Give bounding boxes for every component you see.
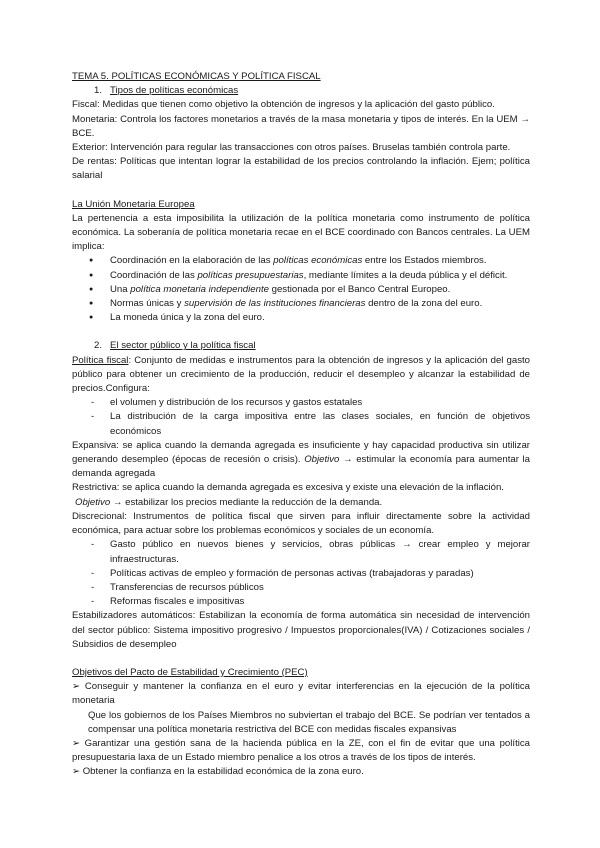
rentas-definition: De rentas: Políticas que intentan lograr la estabilidad de los precios controlando la inflación. Ejem; política salarial bbox=[72, 156, 530, 182]
uem-list bbox=[72, 254, 530, 325]
estabilizadores-definition: Estabilizadores automáticos: Estabilizan la economía de forma automática sin necesidad de intervención del sector público: Sistema impositivo progresivo / Impuestos proporcionales(IVA) / Cotizaciones sociales / Subsidios de desempleo bbox=[72, 610, 530, 650]
fiscal-definition: Fiscal: Medidas que tienen como objetivo la obtención de ingresos y la aplicación del gasto público. bbox=[72, 99, 495, 111]
document-title: TEMA 5. POLÍTICAS ECONÓMICAS Y POLÍTICA FISCAL bbox=[72, 71, 321, 82]
politica-fiscal-definition: Política fiscal: Conjunto de medidas e instrumentos para la obtención de ingresos y la aplicación del gasto público para obtener un crecimiento de la producción, reducir el desempleo y alcanzar la estabilidad de precios.Configura: bbox=[72, 354, 531, 395]
section-1-title: Tipos de políticas económicas bbox=[110, 85, 239, 97]
configura-list bbox=[72, 396, 530, 439]
section-1-number: 1. bbox=[94, 85, 103, 97]
section-1-heading bbox=[72, 84, 530, 98]
document-page bbox=[72, 70, 530, 780]
pec-objective-2: ➢ Garantizar una gestión sana de la hacienda pública en la ZE, con el fin de evitar que una política presupuestaria laxa de un Estado miembro penalice a los otros a través de los tipos de interés. bbox=[72, 737, 530, 764]
list-item: - Reformas fiscales e impositivas bbox=[72, 595, 530, 609]
list-item: ● Normas únicas y supervisión de las instituciones financieras dentro de la zona del euro. bbox=[72, 297, 530, 311]
section-2-title: El sector público y la política fiscal bbox=[110, 340, 256, 352]
list-item: - Transferencias de recursos públicos bbox=[72, 581, 530, 595]
uem-heading: La Unión Monetaria Europea bbox=[72, 198, 195, 210]
expansiva-definition: Expansiva: se aplica cuando la demanda agregada es insuficiente y hay capacidad productiva sin utilizar generando desempleo (épocas de recesión o crisis). Objetivo → estimular la economía para aumentar la demanda agregada bbox=[72, 439, 530, 480]
list-item: ● La moneda única y la zona del euro. bbox=[72, 311, 530, 325]
list-item: - el volumen y distribución de los recursos y gastos estatales bbox=[72, 396, 530, 410]
discrecional-list bbox=[72, 538, 530, 609]
list-item: - Gasto público en nuevos bienes y servicios, obras públicas → crear empleo y mejorar infraestructuras. bbox=[72, 538, 530, 566]
uem-intro: La pertenencia a esta imposibilita la utilización de la política monetaria como instrumento de política económica. La soberanía de política monetaria recae en el BCE coordinado con Bancos centrales. La UEM implica: bbox=[72, 212, 530, 253]
monetaria-definition: Monetaria: Controla los factores monetarios a través de la masa monetaria y tipos de interés. En la UEM → BCE. bbox=[72, 113, 530, 139]
section-2-heading bbox=[72, 339, 530, 353]
list-item: ● Coordinación de las políticas presupuestarias, mediante límites a la deuda pública y el déficit. bbox=[72, 269, 530, 283]
discrecional-definition: Discrecional: Instrumentos de política fiscal que sirven para influir directamente sobre la actividad económica, para actuar sobre los problemas económicos y sociales de un economía. bbox=[72, 510, 530, 537]
exterior-definition: Exterior: Intervención para regular las transacciones con otros países. Bruselas también controla parte. bbox=[72, 142, 511, 154]
section-2-number: 2. bbox=[94, 340, 103, 352]
pec-objective-1-detail: Que los gobiernos de los Países Miembros no subviertan el trabajo del BCE. Se podrían ver tentados a compensar una política monetaria restrictiva del BCE con medidas fiscales expansivas bbox=[88, 709, 530, 735]
pec-objective-3: ➢ Obtener la confianza en la estabilidad económica de la zona euro. bbox=[72, 766, 364, 778]
pec-heading: Objetivos del Pacto de Estabilidad y Crecimiento (PEC) bbox=[72, 666, 308, 678]
pec-objective-1: ➢ Conseguir y mantener la confianza en el euro y evitar interferencias en la ejecución de la política monetaria bbox=[72, 681, 530, 707]
list-item: - La distribución de la carga impositiva entre las clases sociales, en función de objetivos económicos bbox=[72, 410, 530, 438]
list-item: ● Coordinación en la elaboración de las políticas económicas entre los Estados miembros. bbox=[72, 254, 530, 268]
restrictiva-objective: Objetivo → estabilizar los precios mediante la reducción de la demanda. bbox=[75, 496, 383, 508]
list-item: ● Una política monetaria independiente gestionada por el Banco Central Europeo. bbox=[72, 283, 530, 297]
restrictiva-definition: Restrictiva: se aplica cuando la demanda agregada es excesiva y existe una elevación de la inflación. bbox=[72, 482, 504, 494]
list-item: - Políticas activas de empleo y formación de personas activas (trabajadoras y paradas) bbox=[72, 567, 530, 581]
